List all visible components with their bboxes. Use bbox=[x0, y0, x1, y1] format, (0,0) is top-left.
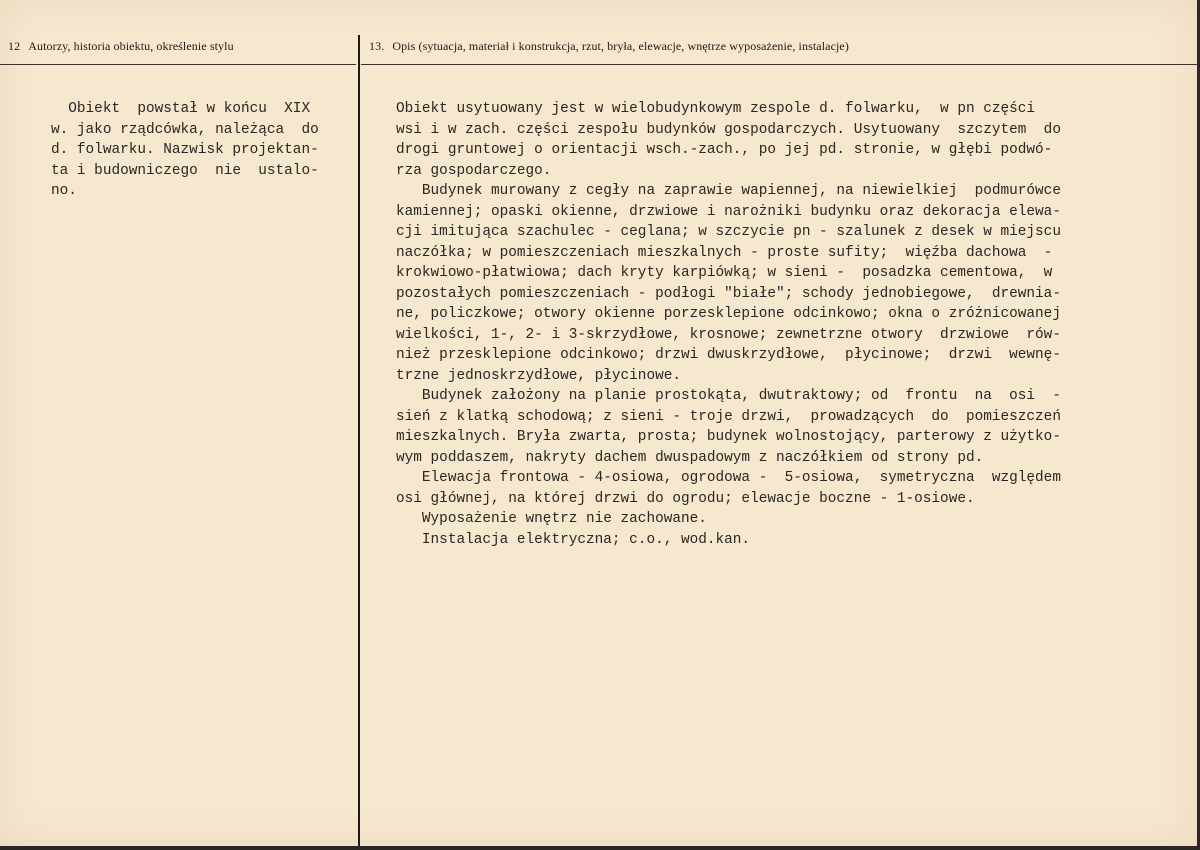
section-13-line: rza gospodarczego. bbox=[396, 162, 552, 179]
section-13-title: Opis (sytuacja, materiał i konstrukcja, rzut, bryła, elewacje, wnętrze wyposażenie, instalacje) bbox=[392, 39, 849, 53]
section-12-number: 12 bbox=[8, 39, 21, 53]
section-13-line: Elewacja frontowa - 4-osiowa, ogrodowa - 5-osiowa, symetryczna względem bbox=[396, 470, 1061, 486]
section-13-line: trzne jednoskrzydłowe, płycinowe. bbox=[396, 367, 681, 384]
section-13-line: mieszkalnych. Bryła zwarta, prosta; budynek wolnostojący, parterowy z użytko- bbox=[396, 429, 1061, 445]
section-13-line: drogi gruntowej o orientacji wsch.-zach., po jej pd. stronie, w głębi podwó- bbox=[396, 142, 1053, 158]
section-13-line: Budynek murowany z cegły na zaprawie wapiennej, na niewielkiej podmurówce bbox=[396, 183, 1061, 199]
section-13-line: ne, policzkowe; otwory okienne porzesklepione odcinkowo; okna o zróżnicowanej bbox=[396, 306, 1061, 322]
section-13-line: pozostałych pomieszczeniach - podłogi "białe"; schody jednobiegowe, drewnia- bbox=[396, 285, 1061, 302]
section-13-line: naczółka; w pomieszczeniach mieszkalnych - proste sufity; więźba dachowa - bbox=[396, 244, 1053, 261]
section-12-line: Obiekt powstał w końcu XIX bbox=[51, 101, 311, 117]
section-13-line: cji imitująca szachulec - ceglana; w szczycie pn - szalunek z desek w miejscu bbox=[396, 224, 1061, 240]
section-13-line: kamiennej; opaski okienne, drzwiowe i narożniki budynku oraz dekoracja elewa- bbox=[396, 203, 1061, 220]
section-13-number: 13. bbox=[369, 39, 385, 53]
section-13-line: krokwiowo-płatwiowa; dach kryty karpiówką; w sieni - posadzka cementowa, w bbox=[396, 265, 1053, 281]
section-13-line: wsi i w zach. części zespołu budynków gospodarczych. Usytuowany szczytem do bbox=[396, 121, 1061, 138]
section-13-line: Budynek założony na planie prostokąta, dwutraktowy; od frontu na osi - bbox=[396, 388, 1061, 404]
section-12-title: Autorzy, historia obiektu, określenie stylu bbox=[28, 39, 234, 53]
section-13-line: Instalacja elektryczna; c.o., wod.kan. bbox=[396, 531, 751, 548]
section-12-body bbox=[51, 99, 359, 202]
section-13-line: Wyposażenie wnętrz nie zachowane. bbox=[396, 511, 707, 527]
section-13-line: osi głównej, na której drzwi do ogrodu; elewacje boczne - 1-osiowe. bbox=[396, 490, 975, 507]
section-13-line: wielkości, 1-, 2- i 3-skrzydłowe, krosnowe; zewnetrzne otwory drzwiowe rów- bbox=[396, 326, 1061, 343]
section-13-line: sień z klatką schodową; z sieni - troje drzwi, prowadzących do pomieszczeń bbox=[396, 408, 1061, 425]
section-13-line: nież przesklepione odcinkowo; drzwi dwuskrzydłowe, płycinowe; drzwi wewnę- bbox=[396, 347, 1061, 363]
section-12-line: d. folwarku. Nazwisk projektan- bbox=[51, 142, 319, 158]
section-13-header bbox=[369, 39, 849, 54]
section-12-line: w. jako rządcówka, należąca do bbox=[51, 121, 319, 138]
header-rule-right bbox=[361, 64, 1197, 65]
header-rule-left bbox=[0, 64, 356, 65]
section-13-body bbox=[396, 99, 1172, 550]
section-13-line: Obiekt usytuowany jest w wielobudynkowym zespole d. folwarku, w pn części bbox=[396, 101, 1036, 117]
section-12-line: no. bbox=[51, 183, 77, 199]
section-13-line: wym poddaszem, nakryty dachem dwuspadowym z naczółkiem od strony pd. bbox=[396, 449, 984, 466]
section-12-line: ta i budowniczego nie ustalo- bbox=[51, 162, 319, 179]
section-12-header bbox=[8, 39, 234, 54]
